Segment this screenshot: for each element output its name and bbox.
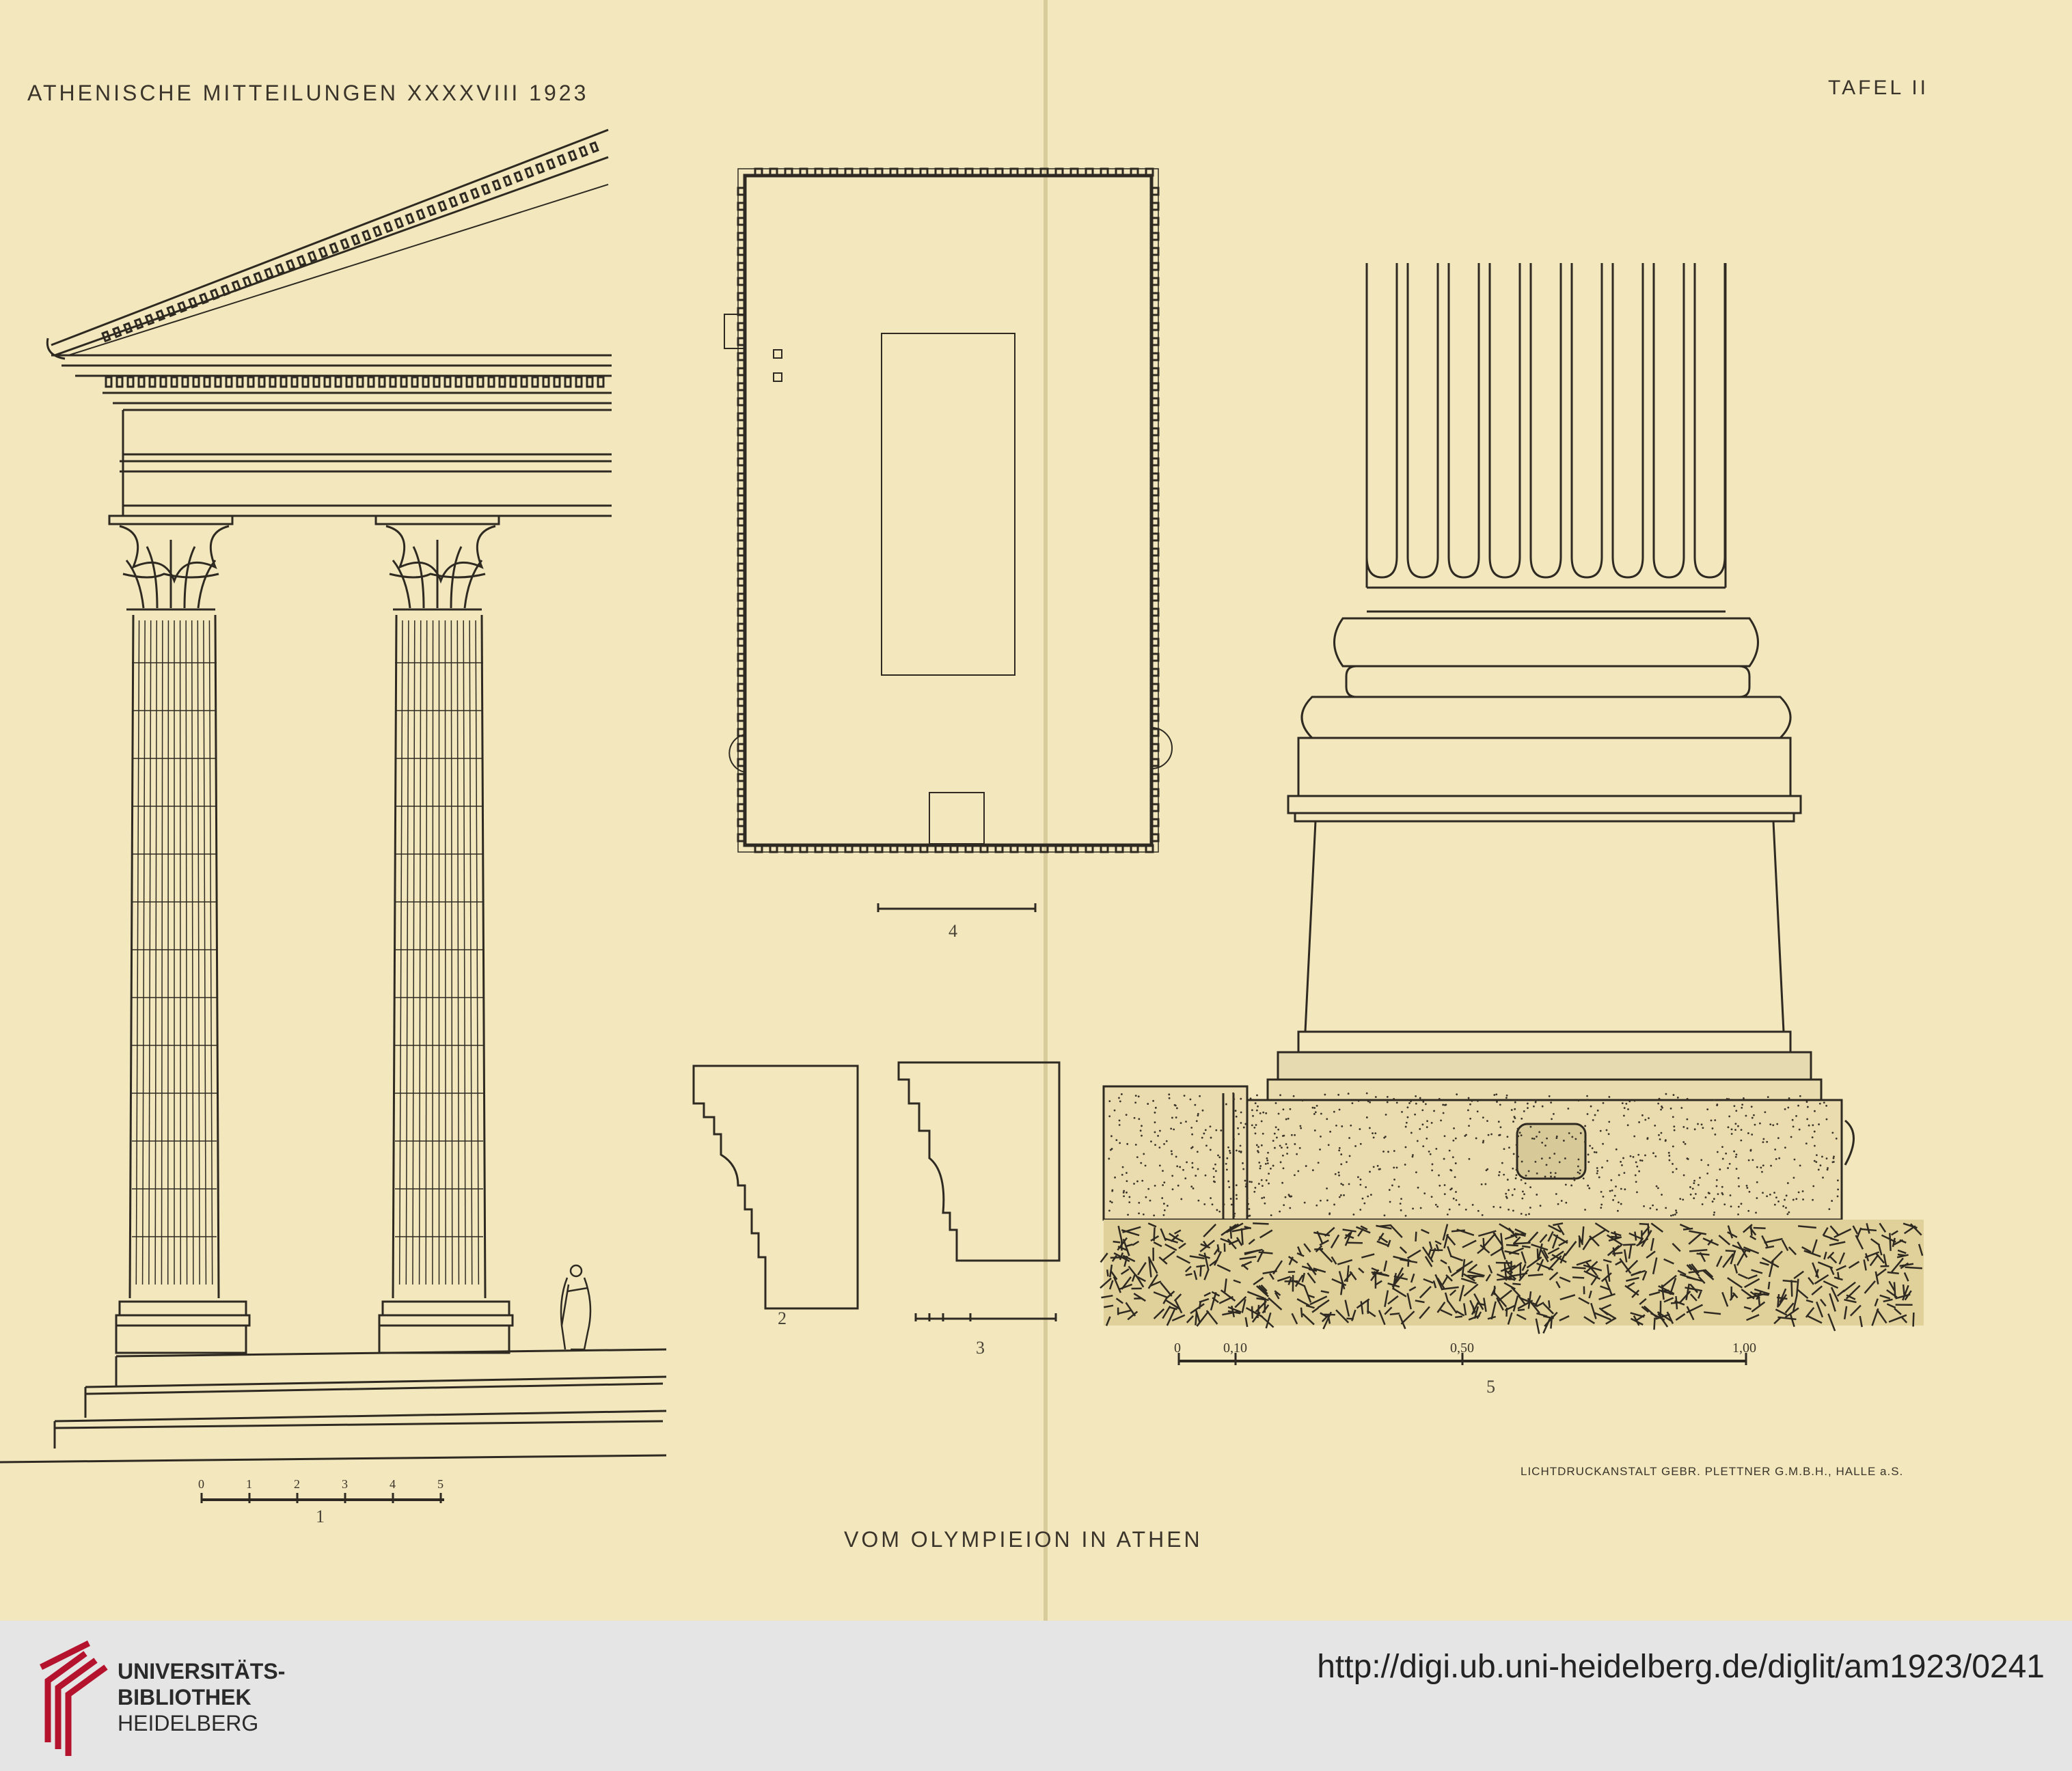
library-name-line3: HEIDELBERG	[118, 1711, 259, 1735]
library-footer	[0, 1621, 2072, 1771]
library-logo-icon	[27, 1640, 109, 1756]
figure-label-3: 3	[976, 1338, 985, 1358]
scale1-tick-5: 5	[437, 1477, 444, 1491]
library-name-line1: UNIVERSITÄTS-	[118, 1659, 286, 1684]
corinthian-capital-left	[109, 516, 232, 609]
figure-label-4: 4	[949, 921, 957, 941]
plate-caption: VOM OLYMPIEION IN ATHEN	[844, 1527, 1203, 1552]
figure-label-5: 5	[1486, 1377, 1495, 1397]
source-url[interactable]: http://digi.ub.uni-heidelberg.de/diglit/am1923/0241	[1317, 1649, 2045, 1685]
corinthian-capital-right	[376, 516, 499, 609]
column-base-drawing	[1100, 263, 1924, 1365]
scale5-tick-100: 1,00	[1732, 1341, 1756, 1356]
profile-drawing-3	[899, 1062, 1059, 1321]
scale5-tick-010: 0,10	[1223, 1341, 1247, 1356]
library-name-line2: BIBLIOTHEK	[118, 1685, 251, 1710]
profile-drawing-2	[694, 1066, 858, 1308]
scale5-tick-050: 0,50	[1450, 1341, 1474, 1356]
journal-header: ATHENISCHE MITTEILUNGEN XXXXVIII 1923	[27, 81, 589, 105]
human-figure	[561, 1265, 590, 1349]
scale1-tick-2: 2	[294, 1477, 300, 1491]
figure-label-2: 2	[778, 1308, 787, 1328]
scale1-tick-4: 4	[390, 1477, 396, 1491]
plate-number: TAFEL II	[1828, 77, 1929, 99]
temple-plan-drawing	[724, 169, 1172, 912]
scale1-tick-3: 3	[342, 1477, 348, 1491]
scale1-tick-1: 1	[246, 1477, 252, 1491]
figure-label-1: 1	[316, 1507, 325, 1526]
scale5-tick-0: 0	[1174, 1341, 1181, 1356]
temple-elevation-drawing	[0, 130, 666, 1503]
scale1-tick-0: 0	[198, 1477, 204, 1491]
printer-credit: LICHTDRUCKANSTALT GEBR. PLETTNER G.M.B.H., HALLE a.S.	[1521, 1465, 1904, 1478]
